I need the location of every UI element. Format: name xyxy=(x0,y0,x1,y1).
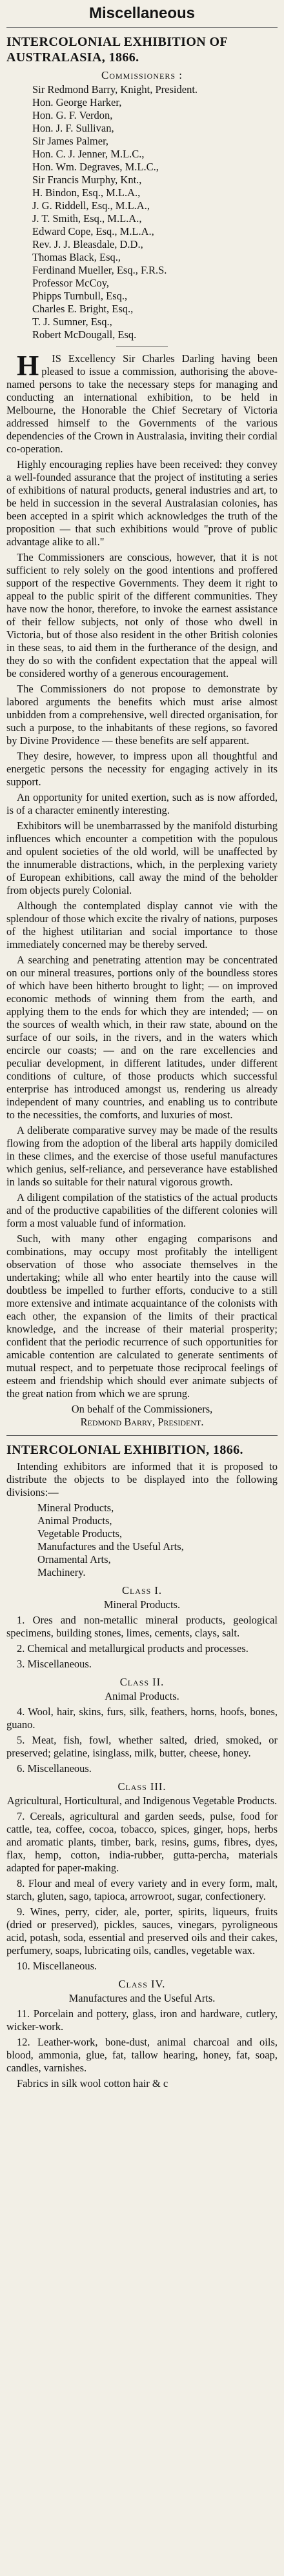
division-item: Vegetable Products, xyxy=(37,1527,123,1540)
commissioner-name: Rev. J. J. Bleasdale, D.D., xyxy=(32,238,143,250)
commissioner-name: Robert McDougall, Esq. xyxy=(32,328,137,341)
class-heading: Class I. xyxy=(121,1584,163,1596)
class-item: 9. Wines, perry, cider, ale, porter, spirits, liqueurs, fruits (dried or preserved), pickles, sauces, vinegars, pyroligneous acid, potash, soda, essential and preserved oils and their cakes, perfumery, soaps, lubricating oils, candles, vegetable wax. xyxy=(6,1906,278,1957)
body-paragraph: A searching and penetrating attention may be concentrated on our mineral treasures, portions only of the boundless stores of which have been hitherto brought to light; — on improved economic methods of winning them from the earth, and applying them to the ends for which they are intended; — on the sources of wealth which, in their raw state, abound on the surface of our soils, in the rivers, and in the waters which encircle our coasts; — and on the rare excellencies and peculiar development, in different latitudes, under different conditions of culture, of those products which successful enterprise has introduced amongst us, rendering us already independent of many countries, and enabling us to contribute to the necessities, the comforts, and luxuries of most. xyxy=(6,954,278,1121)
divisions-list xyxy=(6,1502,278,1579)
commissioner-name: Hon. J. F. Sullivan, xyxy=(32,122,114,134)
class-item: 2. Chemical and metallurgical products and processes. xyxy=(17,1642,249,1655)
class-subheading: Mineral Products. xyxy=(103,1598,181,1611)
body-paragraph: An opportunity for united exertion, such as is now afforded, is of a character eminently interesting. xyxy=(6,791,278,816)
class-item: 3. Miscellaneous. xyxy=(17,1658,92,1670)
commissioner-name: J. G. Riddell, Esq., M.L.A., xyxy=(32,199,150,212)
body-paragraph: They desire, however, to impress upon all thoughtful and energetic persons the necessity for engaging actively in its support. xyxy=(6,750,278,788)
commissioner-name: Hon. C. J. Jenner, M.L.C., xyxy=(32,148,145,160)
class-item: 6. Miscellaneous. xyxy=(17,1762,92,1775)
class-subheading: Agricultural, Horticultural, and Indigenous Vegetable Products. xyxy=(6,1795,278,1807)
signoff xyxy=(6,1403,278,1429)
commissioner-name: Sir Francis Murphy, Knt., xyxy=(32,174,142,186)
commissioners-list xyxy=(6,83,278,341)
commissioner-name: Edward Cope, Esq., M.L.A., xyxy=(32,225,154,237)
commissioner-name: Hon. Wm. Degraves, M.L.C., xyxy=(32,161,159,173)
body-paragraph: Highly encouraging replies have been received: they convey a well-founded assurance that the project of instituting a series of exhibitions of natural products, general industries and art, to be held in succession in the several Australasian colonies, has been accepted in a spirit which acknowledges the truth of the proposition — that such exhibitions would "prove of public advantage alike to all." xyxy=(6,458,278,548)
commissioner-name: H. Bindon, Esq., M.L.A., xyxy=(32,186,141,199)
commissioner-name: Ferdinand Mueller, Esq., F.R.S. xyxy=(32,264,167,276)
class-heading: Class IV. xyxy=(118,1978,166,1990)
commissioner-name: Hon. G. F. Verdon, xyxy=(32,109,113,121)
division-item: Manufactures and the Useful Arts, xyxy=(37,1540,184,1553)
body-paragraph: A deliberate comparative survey may be made of the results flowing from the adoption of the liberal arts happily domiciled in these climes, and the exercise of those useful manufactures which genius, self-reliance, and perseverance have established in lands so suitable for their natural vigorous growth. xyxy=(6,1124,278,1188)
division-item: Ornamental Arts, xyxy=(37,1553,111,1565)
article-title: INTERCOLONIAL EXHIBITION OF AUSTRALASIA, 1866. xyxy=(6,35,228,65)
commissioner-name: Hon. George Harker, xyxy=(32,96,122,108)
commissioner-name: J. T. Smith, Esq., M.L.A., xyxy=(32,212,142,225)
class-item: 8. Flour and meal of every variety and in every form, malt, starch, gluten, sago, tapioca, arrowroot, sugar, confectionery. xyxy=(6,1877,278,1902)
class-item: 5. Meat, fish, fowl, whether salted, dried, smoked, or preserved; gelatine, isinglass, milk, butter, cheese, honey. xyxy=(6,1734,278,1759)
commissioner-name: Thomas Black, Esq., xyxy=(32,251,121,263)
signoff-name: Redmond Barry, President. xyxy=(80,1416,204,1428)
commissioner-name: Sir James Palmer, xyxy=(32,135,109,147)
body-paragraph: The Commissioners are conscious, however, that it is not sufficient to rely solely on the good intentions and proffered support of the respective Governments. They deem it right to appeal to the public spirit of the different communities. They have now the honor, therefore, to invoke the earnest assistance of their fellow subjects, not only of those who dwell in Victoria, but of those also resident in the other British colonies in these seas, to aid them in the furtherance of the design, and they do so with the confident expectation that the appeal will be considered worthy of a generous encouragement. xyxy=(6,551,278,679)
division-item: Mineral Products, xyxy=(37,1502,114,1514)
class-subheading: Animal Products. xyxy=(105,1690,179,1702)
class-heading: Class II. xyxy=(119,1676,165,1688)
signoff-prefix: On behalf of the Commissioners, xyxy=(71,1403,213,1415)
class-item: Fabrics in silk wool cotton hair & c xyxy=(17,2077,168,2089)
body-paragraph: HIS Excellency Sir Charles Darling having been pleased to issue a commission, authorising the above-named persons to take the necessary steps for managing and conducting an international exhibition, to be held in Melbourne, the Honorable the Chief Secretary of Victoria addressed himself to the Governments of the various dependencies of the Crown in Australasia, inviting their cordial co-operation. xyxy=(6,350,278,455)
commissioner-name: Charles E. Bright, Esq., xyxy=(32,303,134,315)
body-paragraph: Exhibitors will be unembarrassed by the manifold disturbing influences which encounter a competition with the populous and opulent societies of the old world, will be unaffected by the innumerable distractions, which, in the perplexing variety of European exhibitions, call away the mind of the beholder from objects purely Colonial. xyxy=(6,820,278,896)
class-item: 1. Ores and non-metallic mineral products, geological specimens, building stones, limes, cements, clays, salt. xyxy=(6,1614,278,1639)
class-subheading: Manufactures and the Useful Arts. xyxy=(68,1992,216,2004)
commissioners-heading: Commissioners : xyxy=(101,69,183,81)
class-item: 7. Cereals, agricultural and garden seeds, pulse, food for cattle, tea, coffee, cocoa, tobacco, spices, ginger, hops, herbs and aromatic plants, timber, bark, resins, gums, fibres, dyes, flax, hemp, cotton, india-rubber, gutta-percha, materials adapted for paper-making. xyxy=(6,1810,278,1874)
body-paragraph: Although the contemplated display cannot vie with the splendour of those which excite the rivalry of nations, purposes of the highest utilitarian and social importance to those immediately concerned may be thereby served. xyxy=(6,900,278,951)
body-paragraph: A diligent compilation of the statistics of the actual products and of the productive capabilities of the different colonies will form a most valuable fund of information. xyxy=(6,1191,278,1229)
article-title: INTERCOLONIAL EXHIBITION, 1866. xyxy=(6,1443,243,1457)
class-heading: Class III. xyxy=(117,1780,167,1793)
class-item: 11. Porcelain and pottery, glass, iron and hardware, cutlery, wicker-work. xyxy=(6,2007,278,2033)
commissioner-name: Professor McCoy, xyxy=(32,277,110,289)
body-paragraph: The Commissioners do not propose to demonstrate by labored arguments the benefits which must arise almost unbidden from a comprehensive, well directed organisation, for such a purpose, to the inhabitants of these regions, so favored by Divine Providence — these benefits are self apparent. xyxy=(6,683,278,747)
division-item: Machinery. xyxy=(37,1566,86,1578)
intro-paragraph: Intending exhibitors are informed that it is proposed to distribute the objects to be displayed into the following divisions:— xyxy=(6,1460,278,1498)
commissioner-name: Phipps Turnbull, Esq., xyxy=(32,290,128,302)
body-paragraph: Such, with many other engaging comparisons and combinations, may occupy most profitably the intelligent observation of those who associate themselves in the undertaking; while all who enter heartily into the cause will doubtless be impelled to further efforts, conducive to a still more extensive and intimate acquaintance of the colonists with each other, the expansion of the limits of their practical knowledge, and the increase of their material prosperity; confident that the periodic recurrence of such opportunities for amicable contention are calculated to generate sentiments of mutual respect, and to perpetuate those reciprocal feelings of esteem and friendship which should ever animate subjects of the great nation from which we are sprung. xyxy=(6,1233,278,1400)
commissioner-name: Sir Redmond Barry, Knight, President. xyxy=(32,83,198,96)
divider xyxy=(6,1435,278,1436)
section-heading: Miscellaneous xyxy=(6,4,278,28)
commissioner-name: T. J. Sumner, Esq., xyxy=(32,316,112,328)
class-item: 10. Miscellaneous. xyxy=(17,1960,97,1972)
division-item: Animal Products, xyxy=(37,1514,112,1527)
class-item: 12. Leather-work, bone-dust, animal charcoal and oils, blood, ammonia, glue, fat, tallow hearing, honey, fat, soap, candles, varnishes. xyxy=(6,2036,278,2074)
class-item: 4. Wool, hair, skins, furs, silk, feathers, horns, hoofs, bones, guano. xyxy=(6,1706,278,1731)
